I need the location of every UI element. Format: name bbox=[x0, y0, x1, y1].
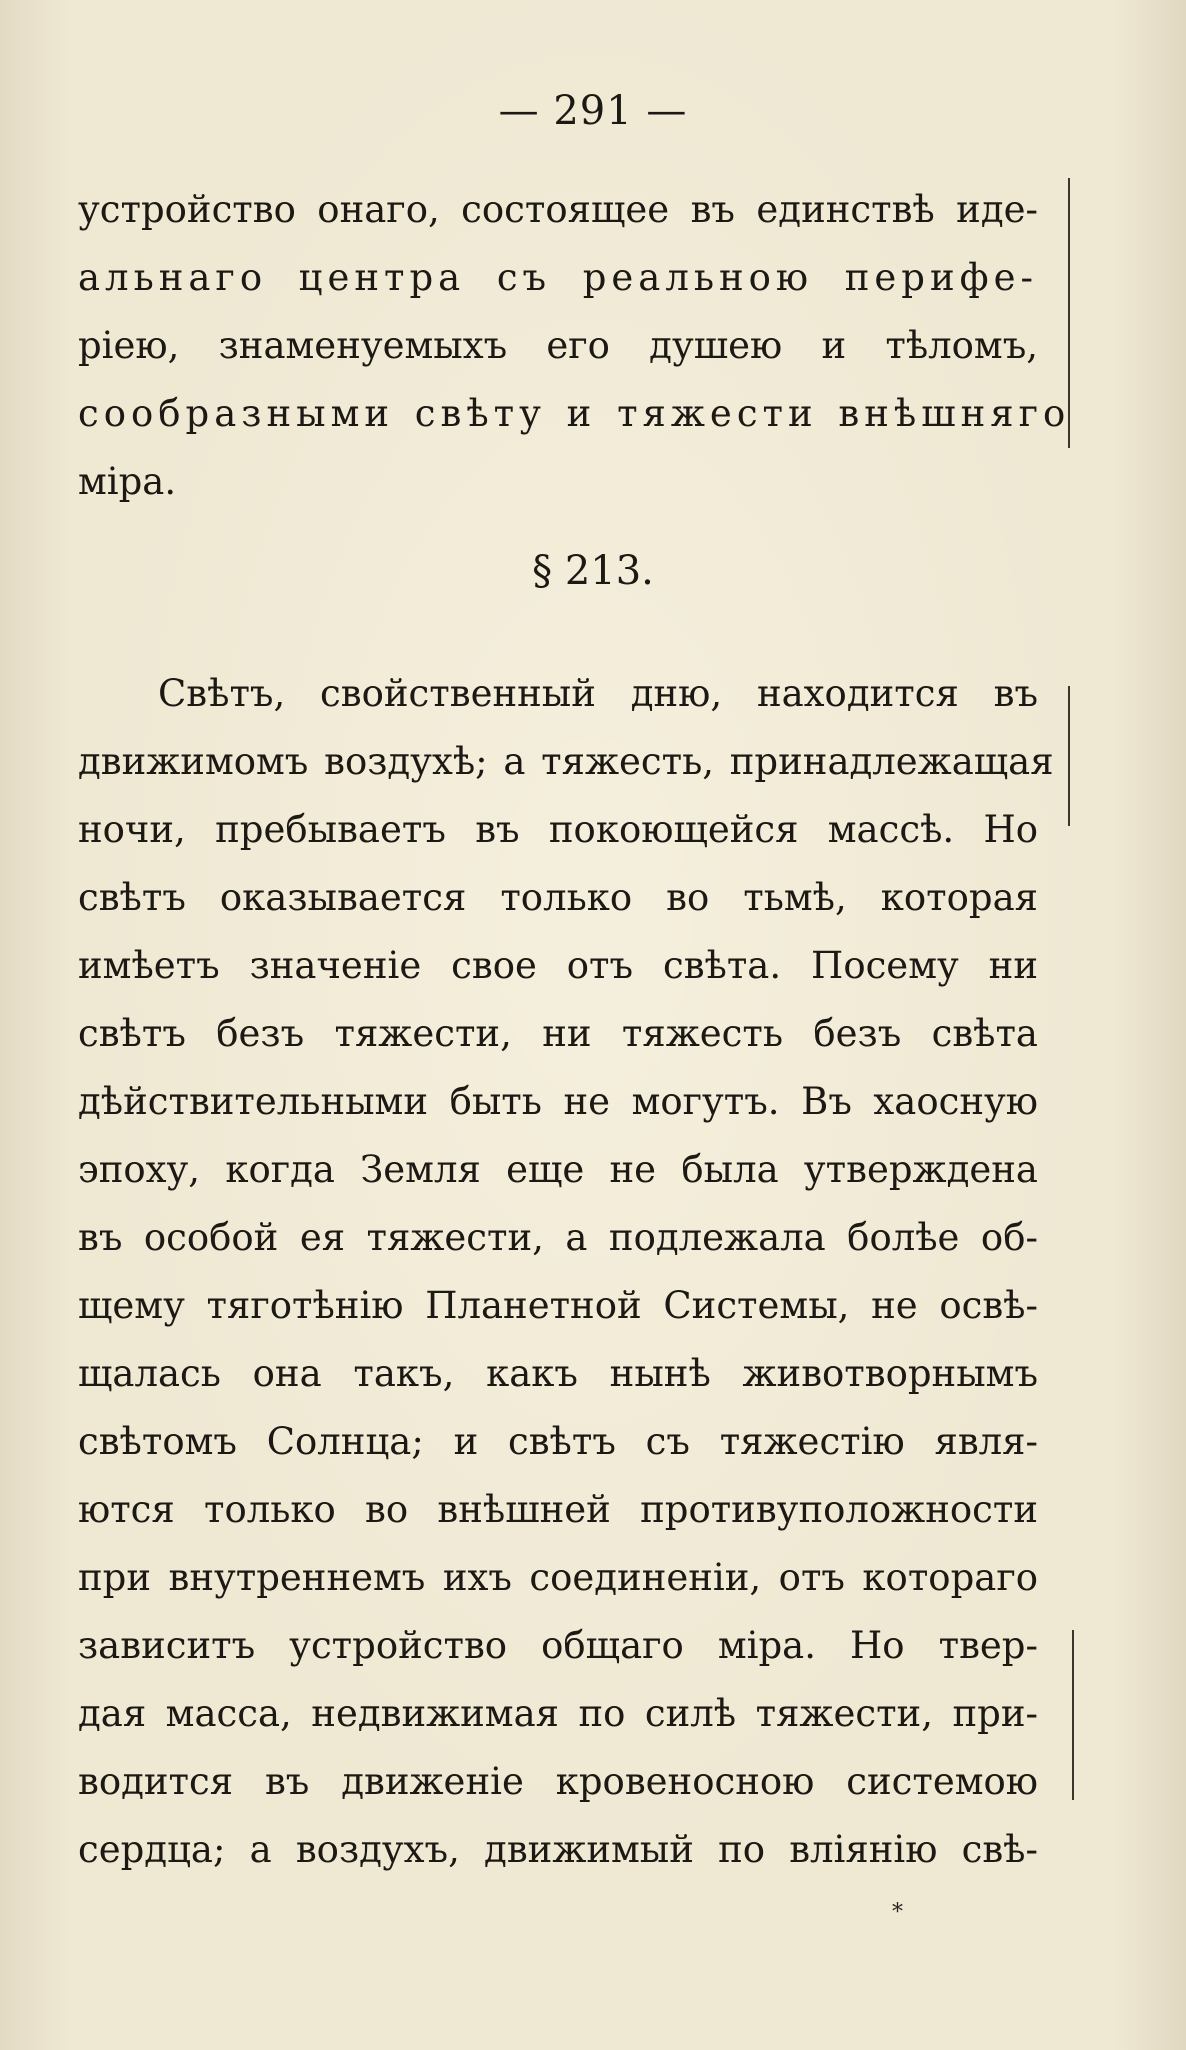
text-line: имѣетъ значеніе свое отъ свѣта. Посему ни bbox=[78, 944, 1038, 987]
text-line: свѣтъ безъ тяжести, ни тяжесть безъ свѣта bbox=[78, 1012, 1038, 1055]
text-line: водится въ движеніе кровеносною системою bbox=[78, 1760, 1038, 1803]
text-line: щему тяготѣнію Планетной Системы, не освѣ- bbox=[78, 1284, 1038, 1327]
text-line: въ особой ея тяжести, а подлежала болѣе об- bbox=[78, 1216, 1038, 1259]
text-line: дѣйствительными быть не могутъ. Въ хаосную bbox=[78, 1080, 1038, 1123]
text-line: ріею, знаменуемыхъ его душею и тѣломъ, bbox=[78, 324, 1038, 367]
text-line: эпоху, когда Земля еще не была утверждена bbox=[78, 1148, 1038, 1191]
text-line: свѣтомъ Солнца; и свѣтъ съ тяжестію явля- bbox=[78, 1420, 1038, 1463]
text-line: ночи, пребываетъ въ покоющейся массѣ. Но bbox=[78, 808, 1038, 851]
text-line: зависитъ устройство общаго міра. Но твер- bbox=[78, 1624, 1038, 1667]
text-line: щалась она такъ, какъ нынѣ животворнымъ bbox=[78, 1352, 1038, 1395]
text-line: сообразными свѣту и тяжести внѣшняго bbox=[78, 392, 1071, 435]
section-heading: § 213. bbox=[532, 548, 654, 594]
text-line: Свѣтъ, свойственный дню, находится въ bbox=[158, 672, 1038, 715]
text-line: ются только во внѣшней противуположности bbox=[78, 1488, 1038, 1531]
text-line: устройство онаго, состоящее въ единствѣ иде- bbox=[78, 188, 1038, 231]
paragraph-main bbox=[78, 660, 1054, 1884]
text-line: дая масса, недвижимая по силѣ тяжести, при- bbox=[78, 1692, 1038, 1735]
margin-pencil-bracket bbox=[1072, 1630, 1084, 1800]
text-line: свѣтъ оказывается только во тьмѣ, которая bbox=[78, 876, 1038, 919]
text-line: альнаго центра съ реальною перифе- bbox=[78, 256, 1038, 299]
text-line: при внутреннемъ ихъ соединеніи, отъ котораго bbox=[78, 1556, 1038, 1599]
text-line: сердца; а воздухъ, движимый по вліянію свѣ- bbox=[78, 1828, 1038, 1871]
text-line: міра. bbox=[78, 460, 177, 503]
signature-mark: * bbox=[892, 1900, 903, 1925]
margin-pencil-bracket bbox=[1068, 686, 1080, 826]
margin-pencil-bracket bbox=[1068, 178, 1080, 448]
paragraph-continuation bbox=[78, 176, 1071, 516]
text-line: движимомъ воздухѣ; а тяжесть, принадлежащая bbox=[78, 740, 1054, 783]
page-number-header: — 291 — bbox=[498, 88, 688, 134]
